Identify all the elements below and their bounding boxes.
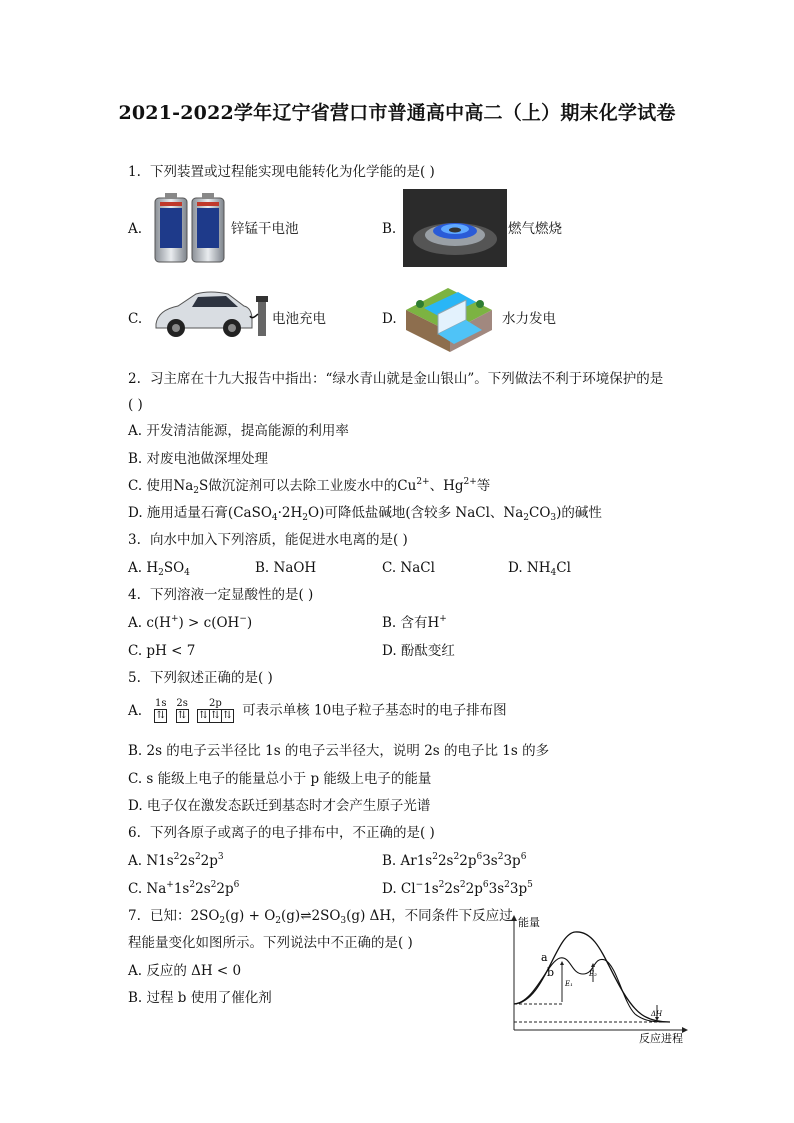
q6-option-c: C. $Na^+1s^22s^22p^6$ (128, 880, 240, 897)
q6-option-a: A. $N1s^22s^22p^3$ (128, 852, 224, 869)
q4-option-b: B. 含有H+ (382, 614, 447, 631)
orbital-2s: 2s ⇅ (176, 698, 188, 721)
q1-option-b: B. (382, 221, 397, 237)
q1-option-c-text: 电池充电 (272, 311, 326, 327)
q5-option-a: A. 1s ⇅ 2s ⇅ 2p ⇅ ⇅ ⇅ 可表示单核 10电子粒子基态时的电子排布图 (128, 698, 507, 721)
q2-option-c: C. 使用$Na_2S$做沉淀剂可以去除工业废水中的$Cu^{2+}$、$Hg^{2+}$等 (128, 477, 491, 496)
q1-option-b-text: 燃气燃烧 (508, 221, 562, 237)
q3-option-b: B. NaOH (255, 560, 317, 576)
q7-option-a: A. 反应的 ΔH < 0 (128, 963, 242, 979)
q3-option-a: A. $H_2SO_4$ (128, 560, 190, 578)
q1-option-a-text: 锌锰干电池 (231, 221, 299, 237)
q1-option-c: C. (128, 311, 143, 327)
q4-option-d: D. 酚酞变红 (382, 643, 455, 659)
curve-b-label: b (547, 966, 555, 979)
question-7-line2: 程能量变化如图所示。下列说法中不正确的是( ) (128, 935, 413, 951)
page-title: 2021-2022学年辽宁省营口市普通高中高二（上）期末化学试卷 (118, 102, 676, 124)
q6-option-d: D. $Cl^-1s^22s^22p^63s^23p^5$ (382, 880, 533, 897)
q7-option-b: B. 过程 b 使用了催化剂 (128, 990, 272, 1006)
question-1: 1. 下列装置或过程能实现电能转化为化学能的是( ) (128, 164, 435, 180)
q4-option-c: C. pH < 7 (128, 643, 196, 659)
question-7: 7. 已知：$2SO_2(g)$ + $O_2(g)\rightleftharpoons 2SO_3(g)$ ΔH，不同条件下反应过 (128, 908, 513, 926)
q4-option-a: A. c(H+) > c(OH−) (128, 614, 253, 631)
y-axis-label: 能量 (518, 916, 540, 929)
question-5: 5. 下列叙述正确的是( ) (128, 670, 273, 686)
q3-option-d: D. $NH_4Cl$ (508, 560, 571, 578)
q2-option-b: B. 对废电池做深埋处理 (128, 451, 269, 467)
curve-a-label: a (541, 951, 548, 964)
question-2: 2. 习主席在十九大报告中指出：“绿水青山就是金山银山”。下列做法不利于环境保护的是 (128, 371, 664, 387)
q1-option-d: D. (382, 311, 397, 327)
dh-label: ΔH (651, 1010, 663, 1018)
battery-image (152, 190, 228, 266)
e2-label: E₂ (589, 970, 597, 978)
q2-option-a: A. 开发清洁能源，提高能源的利用率 (128, 423, 349, 439)
q3-option-c: C. NaCl (382, 560, 435, 576)
energy-diagram (505, 912, 695, 1046)
question-2-paren: ( ) (128, 397, 143, 413)
orbital-2p: 2p ⇅ ⇅ ⇅ (197, 698, 234, 723)
q2-option-d: D. 施用适量石膏$(CaSO_4\cdot 2H_2O)$可降低盐碱地(含较多 NaCl、$Na_2CO_3$)的碱性 (128, 505, 602, 523)
q5-option-c: C. s 能级上电子的能量总小于 p 能级上电子的能量 (128, 771, 432, 787)
question-6: 6. 下列各原子或离子的电子排布中，不正确的是( ) (128, 825, 435, 841)
question-3: 3. 向水中加入下列溶质，能促进水电离的是( ) (128, 532, 408, 548)
question-4: 4. 下列溶液一定显酸性的是( ) (128, 587, 314, 603)
x-axis-label: 反应进程 (639, 1032, 683, 1045)
gas-burner-image (403, 189, 507, 267)
e1-label: E₁ (565, 980, 573, 988)
electric-car-charging-image (152, 286, 270, 342)
q5-option-d: D. 电子仅在激发态跃迁到基态时才会产生原子光谱 (128, 798, 431, 814)
q1-option-d-text: 水力发电 (502, 311, 556, 327)
curve-b (514, 958, 670, 1022)
hydropower-dam-image (400, 280, 498, 356)
orbital-1s: 1s ⇅ (155, 698, 167, 721)
q6-option-b: B. $Ar1s^22s^22p^63s^23p^6$ (382, 852, 527, 869)
q1-option-a: A. (128, 221, 143, 237)
q5-option-b: B. 2s 的电子云半径比 1s 的电子云半径大，说明 2s 的电子比 1s 的多 (128, 743, 550, 759)
